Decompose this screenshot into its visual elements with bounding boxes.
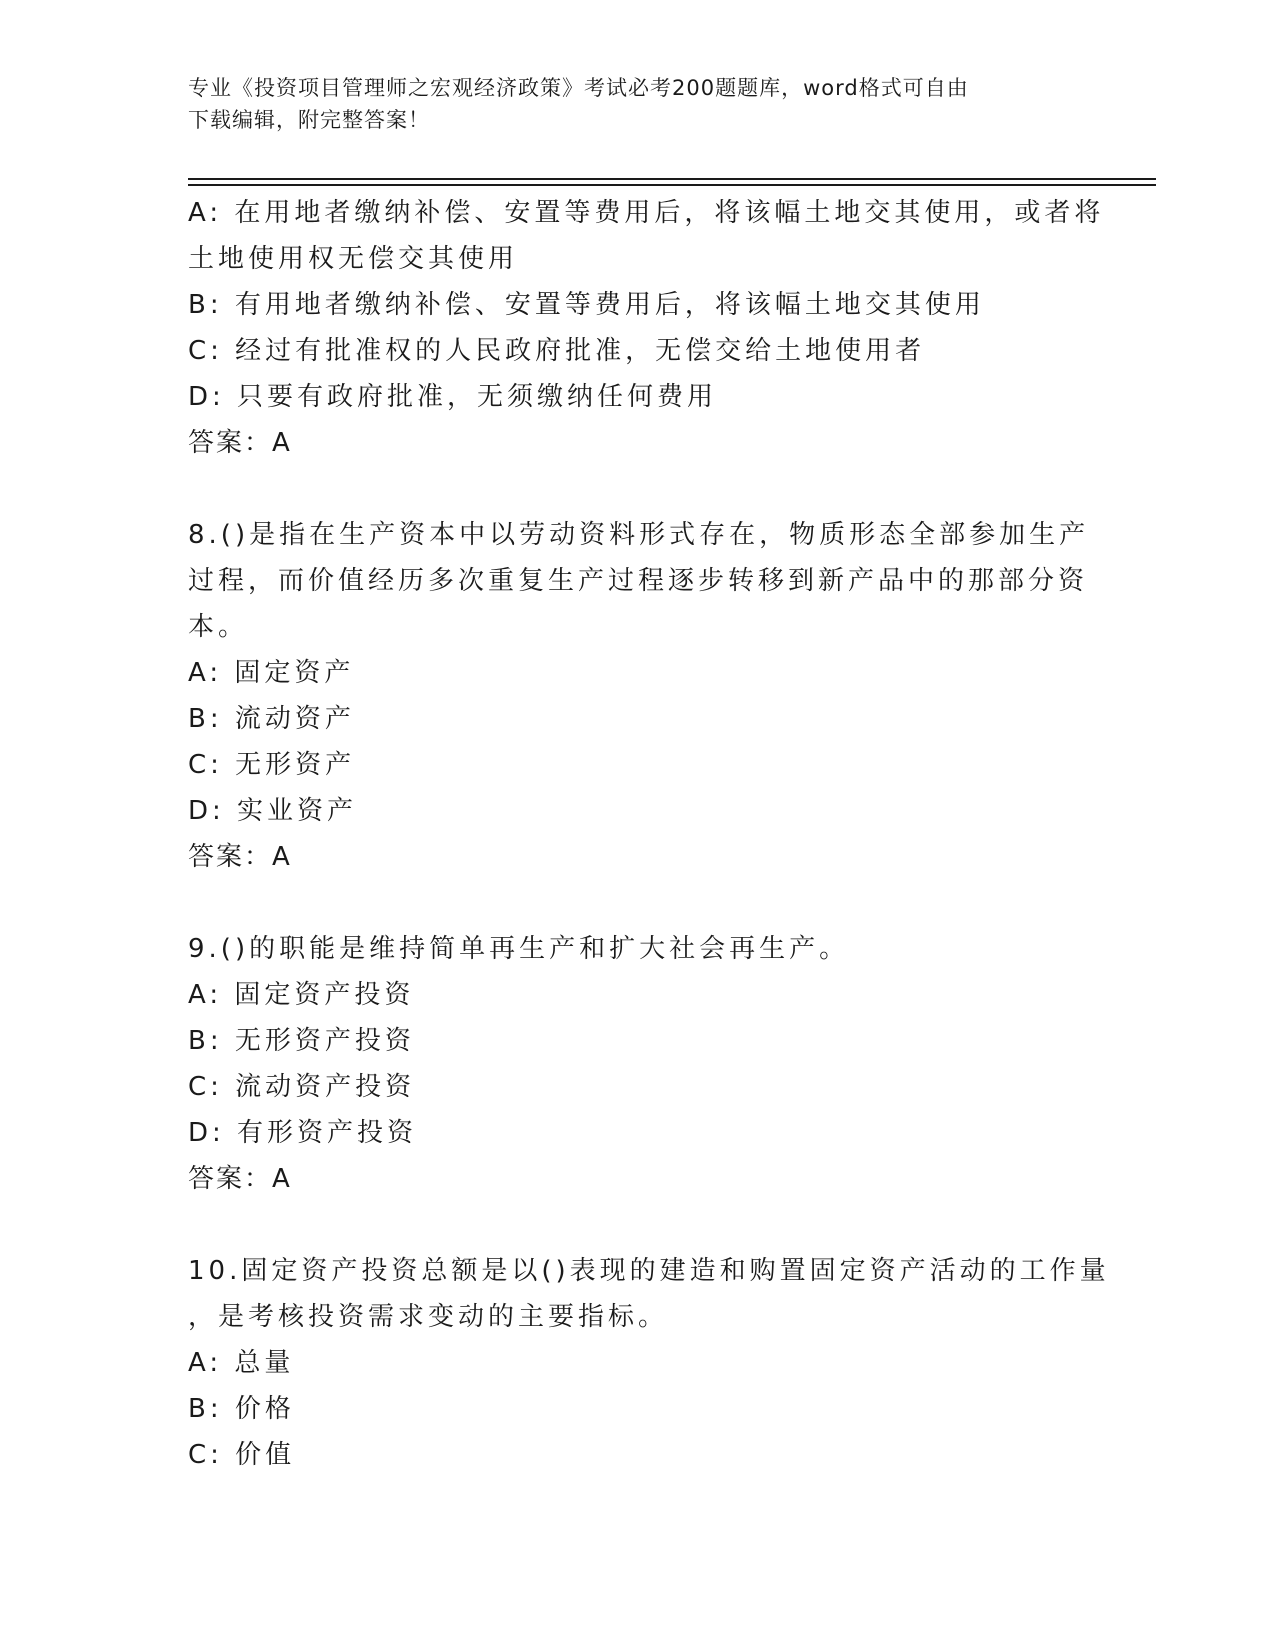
q10-option-a: A: 总量 (188, 1348, 295, 1378)
question-7 (188, 190, 1105, 466)
q8-option-b: B: 流动资产 (188, 704, 355, 734)
question-10 (188, 1248, 1110, 1478)
document-header (188, 72, 1088, 136)
q7-option-a-line-2: 土地使用权无偿交其使用 (188, 244, 519, 274)
q9-option-a: A: 固定资产投资 (188, 980, 415, 1010)
q10-stem-line-1: 10.固定资产投资总额是以()表现的建造和购置固定资产活动的工作量 (188, 1256, 1110, 1286)
q7-option-c: C: 经过有批准权的人民政府批准，无偿交给土地使用者 (188, 336, 926, 366)
q10-stem-line-2: ，是考核投资需求变动的主要指标。 (188, 1302, 669, 1332)
spacer (188, 466, 1088, 512)
header-line-1: 专业《投资项目管理师之宏观经济政策》考试必考200题题库，word格式可自由 (188, 76, 969, 100)
q9-option-d: D: 有形资产投资 (188, 1118, 418, 1148)
q7-option-a-line-1: A: 在用地者缴纳补偿、安置等费用后，将该幅土地交其使用，或者将 (188, 198, 1105, 228)
q8-answer: 答案：A (188, 842, 292, 872)
q8-stem-line-3: 本。 (188, 612, 249, 642)
question-content (188, 190, 1110, 1478)
q8-stem-line-2: 过程，而价值经历多次重复生产过程逐步转移到新产品中的那部分资 (188, 566, 1089, 596)
q8-option-c: C: 无形资产 (188, 750, 356, 780)
q7-option-d: D: 只要有政府批准，无须缴纳任何费用 (188, 382, 718, 412)
q8-option-a: A: 固定资产 (188, 658, 355, 688)
q7-option-b: B: 有用地者缴纳补偿、安置等费用后，将该幅土地交其使用 (188, 290, 985, 320)
q10-option-c: C: 价值 (188, 1440, 296, 1470)
header-rule-bottom (188, 184, 1156, 186)
spacer (188, 880, 1088, 926)
question-8 (188, 512, 1088, 880)
q10-option-b: B: 价格 (188, 1394, 295, 1424)
q9-option-c: C: 流动资产投资 (188, 1072, 416, 1102)
q9-option-b: B: 无形资产投资 (188, 1026, 415, 1056)
q7-answer: 答案：A (188, 428, 292, 458)
q9-answer: 答案：A (188, 1164, 292, 1194)
spacer (188, 1202, 1088, 1248)
q8-option-d: D: 实业资产 (188, 796, 358, 826)
question-9 (188, 926, 1088, 1202)
q9-stem: 9.()的职能是维持简单再生产和扩大社会再生产。 (188, 934, 850, 964)
header-rule-top (188, 178, 1156, 180)
q8-stem-line-1: 8.()是指在生产资本中以劳动资料形式存在，物质形态全部参加生产 (188, 520, 1090, 550)
header-line-2: 下载编辑，附完整答案！ (188, 108, 430, 132)
